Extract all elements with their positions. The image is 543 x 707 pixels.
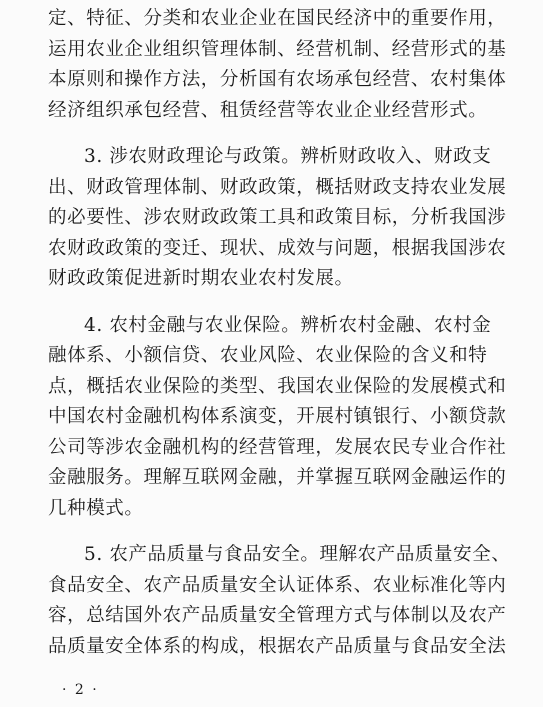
paragraph-section-3	[48, 142, 510, 295]
text-line: 经济组织承包经营、租赁经营等农业企业经营形式。	[48, 99, 488, 121]
document-body	[48, 0, 510, 662]
text-line: 点，概括农业保险的类型、我国农业保险的发展模式和	[48, 375, 507, 397]
text-line: 5. 农产品质量与食品安全。理解农产品质量安全、	[84, 544, 511, 565]
paragraph-continuation	[48, 4, 510, 126]
text-line: 3. 涉农财政理论与政策。辨析财政收入、财政支	[84, 146, 492, 167]
text-line: 容，总结国外农产品质量安全管理方式与体制以及农产	[48, 605, 507, 626]
paragraph-section-5	[48, 540, 510, 662]
paragraph-section-4	[48, 311, 510, 525]
text-line: 运用农业企业组织管理体制、经营机制、经营形式的基	[48, 38, 507, 60]
text-line: 公司等涉农金融机构的经营管理，发展农民专业合作社	[48, 436, 507, 458]
text-line: 4. 农村金融与农业保险。辨析农村金融、农村金	[84, 314, 492, 336]
text-line: 金融服务。理解互联网金融，并掌握互联网金融运作的	[48, 467, 507, 488]
text-line: 财政政策促进新时期农业农村发展。	[48, 268, 354, 289]
text-line: 融体系、小额信贷、农业风险、农业保险的含义和特	[48, 345, 488, 366]
text-line: 本原则和操作方法，分析国有农场承包经营、农村集体	[48, 69, 507, 90]
text-line: 食品安全、农产品质量安全认证体系、农业标准化等内	[48, 574, 507, 596]
text-line: 的必要性、涉农财政政策工具和政策目标，分析我国涉	[48, 207, 507, 228]
text-line: 农财政政策的变迁、现状、成效与问题，根据我国涉农	[48, 237, 507, 259]
text-line: 中国农村金融机构体系演变，开展村镇银行、小额贷款	[48, 406, 507, 427]
page-number: · 2 ·	[62, 682, 99, 698]
text-line: 定、特征、分类和农业企业在国民经济中的重要作用，	[48, 8, 507, 29]
text-line: 几种模式。	[48, 497, 144, 519]
text-line: 品质量安全体系的构成，根据农产品质量与食品安全法	[48, 635, 507, 657]
text-line: 出、财政管理体制、财政政策，概括财政支持农业发展	[48, 176, 507, 198]
